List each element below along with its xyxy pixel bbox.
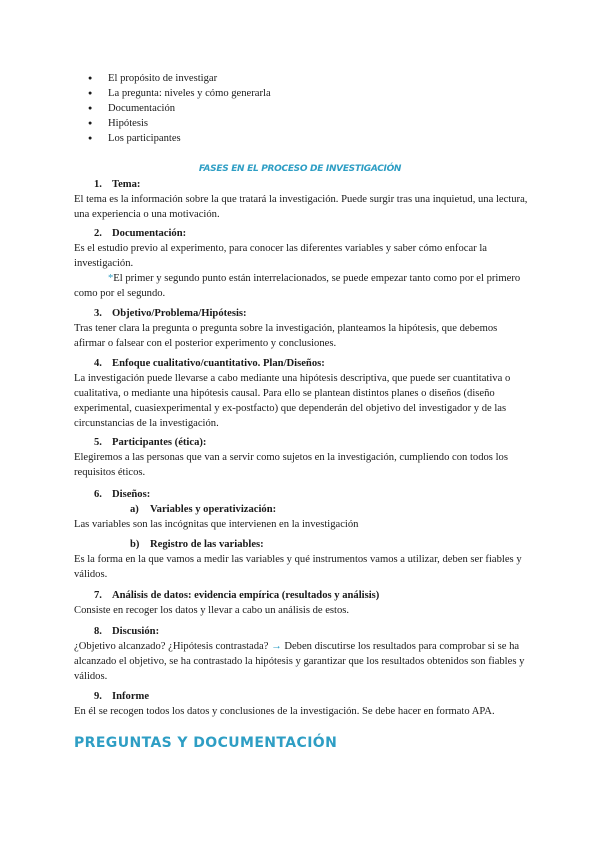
phase-heading-4 — [94, 356, 325, 371]
interrelation-note — [74, 271, 529, 301]
phase-text-2: Es el estudio previo al experimento, para conocer las diferentes variables y saber cómo enfocar la investigación. — [74, 243, 487, 269]
subphase-title: Variables y operativización: — [150, 504, 277, 515]
phase-number: 8. — [94, 626, 102, 637]
phase-text-1: El tema es la información sobre la que tratará la investigación. Puede surgir tras una inquietud, una lectura, una experiencia o una motivación. — [74, 194, 528, 220]
arrow-right-icon: → — [271, 641, 282, 652]
phase-title: Participantes (ética): — [112, 437, 207, 448]
phase-number: 4. — [94, 358, 102, 369]
subphase-text-a: Las variables son las incógnitas que intervienen en la investigación — [74, 519, 359, 530]
phase-text-9: En él se recogen todos los datos y conclusiones de la investigación. Se debe hacer en formato APA. — [74, 706, 495, 717]
phase-heading-1 — [94, 177, 140, 192]
discussion-questions: ¿Objetivo alcanzado? ¿Hipótesis contrastada? — [74, 641, 272, 652]
note-text: El primer y segundo punto están interrelacionados, se puede empezar tanto como por el primero como por el segundo. — [74, 273, 521, 299]
phase-title: Discusión: — [112, 626, 160, 637]
subphase-heading-a — [130, 502, 276, 517]
phase-text-4: La investigación puede llevarse a cabo mediante una hipótesis descriptiva, que puede ser cuantitativa o cualitativa, o mediante una hipótesis causal. Para ello se plantean distintos planes o diseños (diseño experimental, cuasiexperimental y ex-postfacto) que dependerán del objetivo del investigador y de las circunstancias de la investigación. — [74, 373, 511, 429]
subphase-heading-b — [130, 537, 264, 552]
section-title: FASES EN EL PROCESO DE INVESTIGACIÓN — [198, 164, 402, 174]
note-asterisk: * — [108, 273, 114, 284]
phase-title: Objetivo/Problema/Hipótesis: — [112, 308, 247, 319]
phase-heading-7 — [94, 588, 379, 603]
phase-number: 5. — [94, 437, 102, 448]
phase-title: Enfoque cualitativo/cuantitativo. Plan/Diseños: — [112, 358, 325, 369]
topic-bullet-list — [88, 71, 271, 146]
phase-title: Documentación: — [112, 228, 187, 239]
phase-text-8 — [74, 639, 529, 684]
discussion-text: Deben discutirse los resultados para comprobar si se ha alcanzado el objetivo, se ha contrastado la hipótesis y garantizar que los resultados obtenidos son fiables y válidos. — [74, 641, 525, 682]
phase-number: 3. — [94, 308, 102, 319]
phase-heading-2 — [94, 226, 186, 241]
phase-text-5: Elegiremos a las personas que van a servir como sujetos en la investigación, cumpliendo con todos los requisitos éticos. — [74, 452, 508, 478]
subphase-letter: a) — [130, 504, 139, 515]
phase-heading-9 — [94, 689, 149, 704]
phase-text-7: Consiste en recoger los datos y llevar a cabo un análisis de estos. — [74, 605, 350, 616]
bullet-item: ● Documentación — [88, 101, 271, 116]
phase-title: Tema: — [112, 179, 141, 190]
bullet-item: ● Los participantes — [88, 131, 271, 146]
phase-title: Análisis de datos: evidencia empírica (resultados y análisis) — [112, 590, 380, 601]
subphase-letter: b) — [130, 539, 140, 550]
phase-text-3: Tras tener clara la pregunta o pregunta sobre la investigación, planteamos la hipótesis, que debemos afirmar o falsear con el posterior experimento y conclusiones. — [74, 323, 498, 349]
phase-heading-6 — [94, 487, 150, 502]
phase-number: 7. — [94, 590, 102, 601]
bullet-item: ● Hipótesis — [88, 116, 271, 131]
phase-number: 1. — [94, 179, 102, 190]
section-heading-preguntas: PREGUNTAS Y DOCUMENTACIÓN — [74, 735, 338, 751]
phase-number: 2. — [94, 228, 102, 239]
subphase-title: Registro de las variables: — [150, 539, 264, 550]
phase-number: 6. — [94, 489, 102, 500]
bullet-item: ● La pregunta: niveles y cómo generarla — [88, 86, 271, 101]
bullet-item: ● El propósito de investigar — [88, 71, 271, 86]
phase-title: Informe — [112, 691, 150, 702]
subphase-text-b: Es la forma en la que vamos a medir las variables y qué instrumentos vamos a utilizar, deben ser fiables y válidos. — [74, 554, 522, 580]
phase-title: Diseños: — [112, 489, 151, 500]
phase-heading-8 — [94, 624, 159, 639]
phase-heading-5 — [94, 435, 206, 450]
phase-number: 9. — [94, 691, 102, 702]
phase-heading-3 — [94, 306, 247, 321]
